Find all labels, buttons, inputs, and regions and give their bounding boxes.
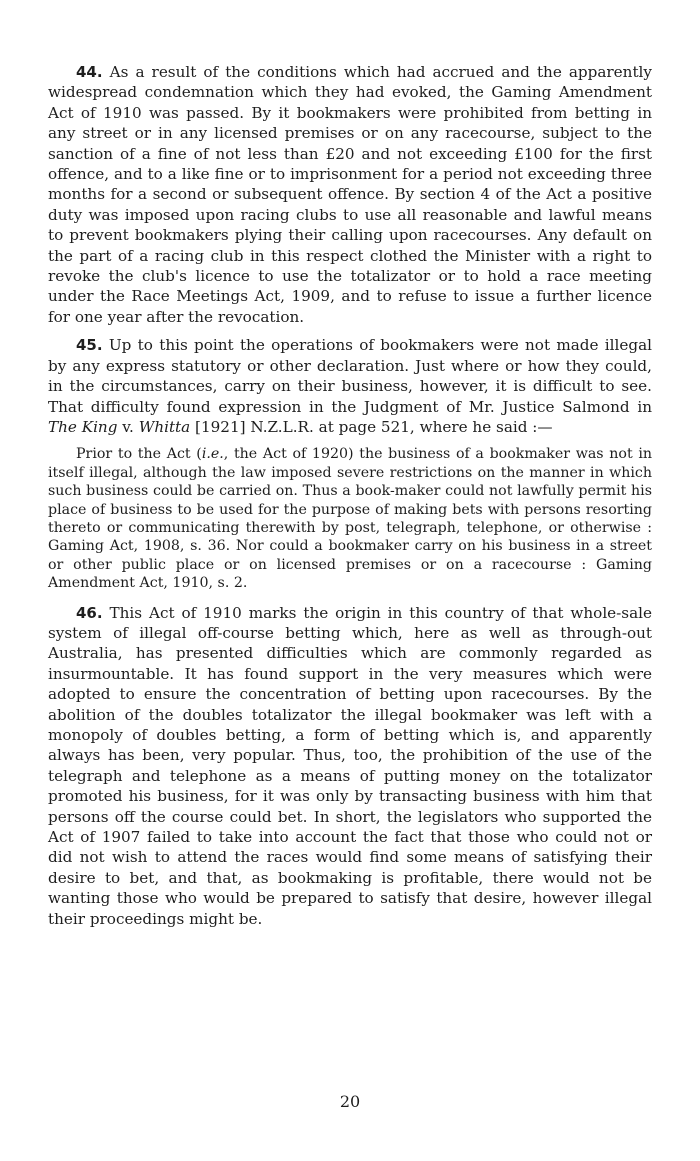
paragraph-text: Up to this point the operations of bookmakers were not made illegal by any express statutory or other declaration. Just where or how they could, in the circumstances, carry on their business, however, it is difficult to see. That difficulty found expression in the Judgment of Mr. Justice Salmond in [48, 336, 652, 416]
block-quote [48, 445, 652, 592]
paragraph-number: 46. [76, 603, 103, 622]
paragraph-46 [48, 603, 652, 930]
paragraph-44 [48, 62, 652, 327]
paragraph-text: v. [117, 417, 139, 436]
paragraph-text: [1921] N.Z.L.R. at page 521, where he said :— [190, 417, 553, 436]
paragraph-text: This Act of 1910 marks the origin in this country of that whole-sale system of illegal off-course betting which, here as well as through-out Australia, has presented difficulties which are commonly regarded as insurmountable. It has found support in the very measures which were adopted to ensure the concentration of betting upon racecourses. By the abolition of the doubles totalizator the illegal bookmaker was left with a monopoly of doubles betting, a form of betting which is, and apparently always has been, very popular. Thus, too, the prohibition of the use of the telegraph and telephone as a means of putting money on the totalizator promoted his business, for it was only by transacting business with him that persons off the course could bet. In short, the legislators who supported the Act of 1907 failed to take into account the fact that those who could not or did not wish to attend the races would find some means of satisfying their desire to bet, and that, as bookmaking is profitable, there would not be wanting those who would be prepared to satisfy that desire, however illegal their proceedings might be. [48, 603, 652, 928]
paragraph-45 [48, 335, 652, 437]
document-page [48, 62, 652, 929]
quote-italic: i.e. [201, 446, 224, 463]
paragraph-text: As a result of the conditions which had accrued and the apparently widespread condemnation which they had evoked, the Gaming Amendment Act of 1910 was passed. By it bookmakers were prohibited from betting in any street or in any licensed premises or on any racecourse, subject to the sanction of a fine of not less than £20 and not exceeding £100 for the first offence, and to a like fine or to imprisonment for a period not exceeding three months for a second or subsequent offence. By section 4 of the Act a positive duty was imposed upon racing clubs to use all reasonable and lawful means to prevent bookmakers plying their calling upon racecourses. Any default on the part of a racing club in this respect clothed the Minister with a right to revoke the club's licence to use the totalizator or to hold a race meeting under the Race Meetings Act, 1909, and to refuse to issue a further licence for one year after the revocation. [48, 63, 652, 326]
quote-text: , the Act of 1920) the business of a bookmaker was not in itself illegal, although the law imposed severe restrictions on the manner in which such business could be carried on. Thus a book-maker could not lawfully permit his place of business to be used for the purpose of making bets with persons resorting thereto or communicating therewith by post, telegraph, telephone, or otherwise : Gaming Act, 1908, s. 36. Nor could a bookmaker carry on his business in a street or other public place or on licensed premises or on a racecourse : Gaming Amendment Act, 1910, s. 2. [48, 446, 652, 592]
page-number: 20 [339, 1092, 361, 1111]
paragraph-number: 44. [76, 63, 103, 81]
quote-text: Prior to the Act ( [76, 446, 202, 463]
case-name-italic: Whitta [138, 417, 191, 436]
case-name-italic: The King [48, 417, 118, 436]
paragraph-number: 45. [76, 336, 103, 355]
